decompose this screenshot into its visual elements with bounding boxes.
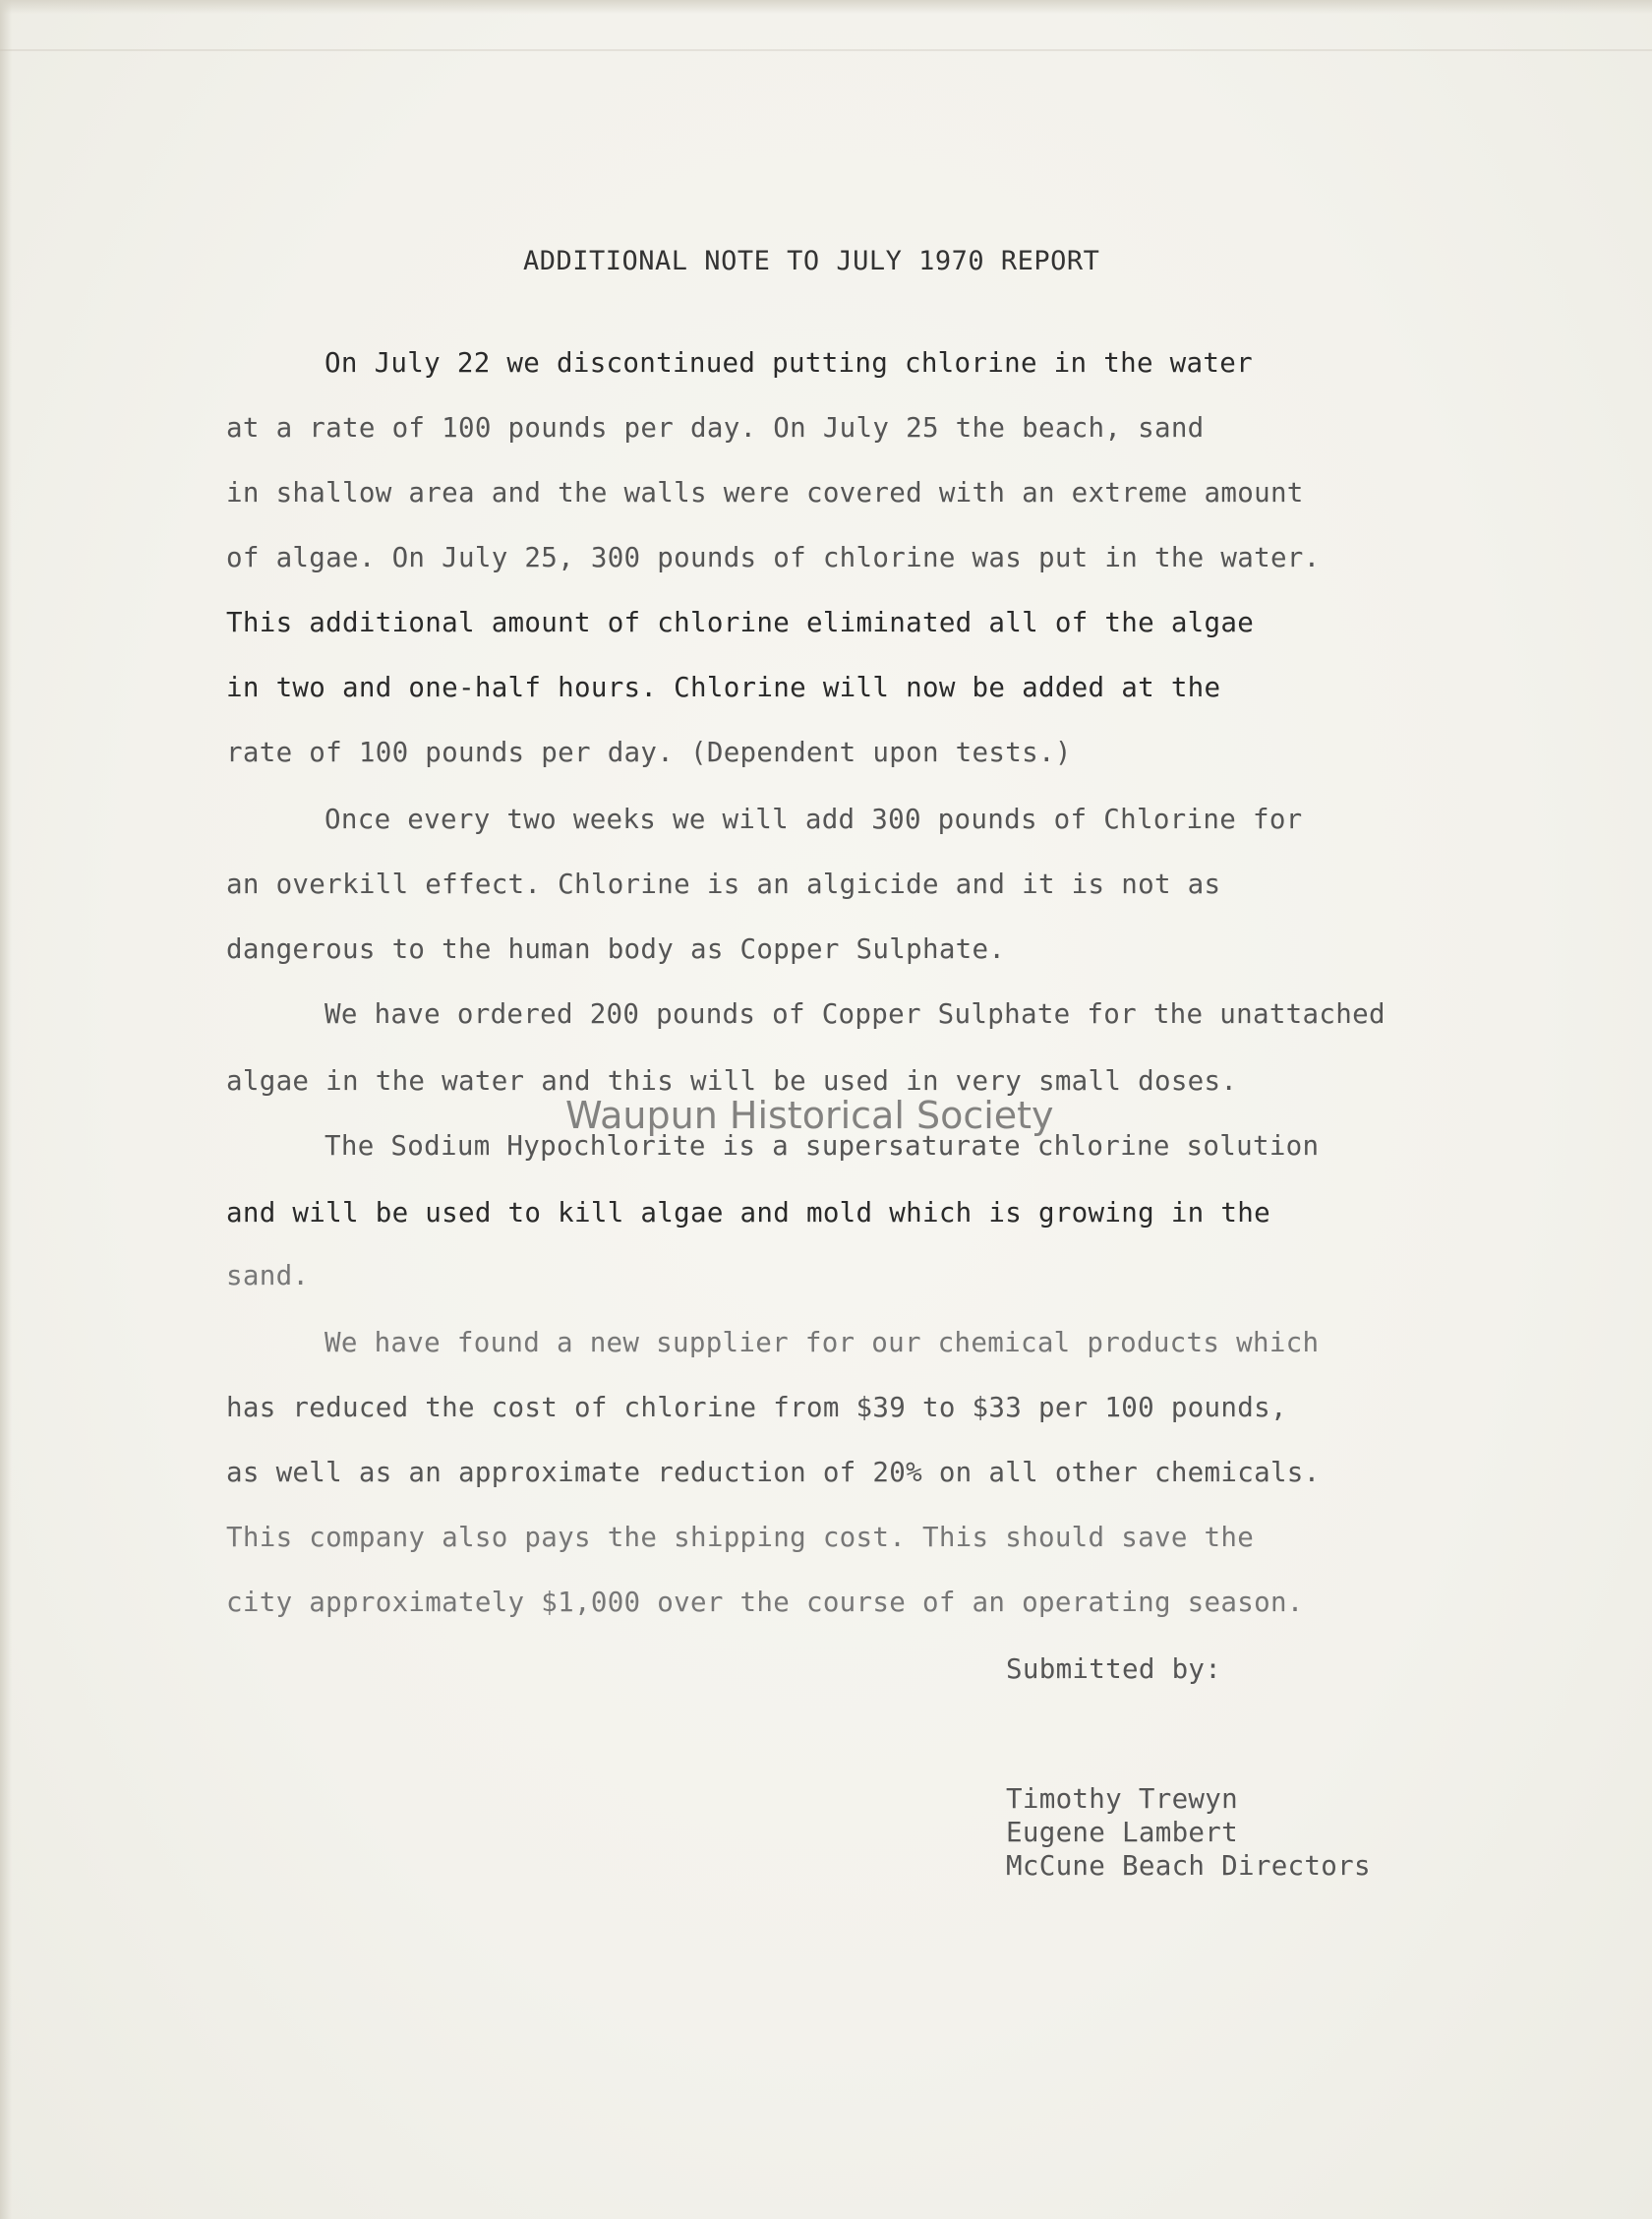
text-line: in two and one-half hours. Chlorine will now be added at the bbox=[226, 672, 1221, 703]
text-line: This additional amount of chlorine eliminated all of the algae bbox=[226, 607, 1255, 638]
text-line: The Sodium Hypochlorite is a supersaturate chlorine solution bbox=[324, 1130, 1320, 1162]
submitted-by-label: Submitted by: bbox=[1006, 1653, 1222, 1685]
text-line: of algae. On July 25, 300 pounds of chlorine was put in the water. bbox=[226, 542, 1321, 573]
text-line: has reduced the cost of chlorine from $39 to $33 per 100 pounds, bbox=[226, 1392, 1287, 1423]
text-line: at a rate of 100 pounds per day. On July 25 the beach, sand bbox=[226, 412, 1205, 444]
text-line: an overkill effect. Chlorine is an algicide and it is not as bbox=[226, 869, 1221, 900]
text-line: city approximately $1,000 over the course of an operating season. bbox=[226, 1587, 1304, 1618]
report-title: ADDITIONAL NOTE TO JULY 1970 REPORT bbox=[523, 246, 1100, 276]
text-line: algae in the water and this will be used in very small doses. bbox=[226, 1065, 1238, 1097]
text-line: This company also pays the shipping cost. This should save the bbox=[226, 1522, 1255, 1553]
text-line: as well as an approximate reduction of 20% on all other chemicals. bbox=[226, 1457, 1321, 1488]
text-line: and will be used to kill algae and mold which is growing in the bbox=[226, 1197, 1270, 1229]
signer-role: McCune Beach Directors bbox=[1006, 1850, 1371, 1882]
signer-name-1: Timothy Trewyn bbox=[1006, 1783, 1238, 1815]
text-line: On July 22 we discontinued putting chlorine in the water bbox=[324, 347, 1253, 379]
signer-name-2: Eugene Lambert bbox=[1006, 1817, 1238, 1848]
text-line: rate of 100 pounds per day. (Dependent upon tests.) bbox=[226, 737, 1072, 768]
text-line: in shallow area and the walls were covered with an extreme amount bbox=[226, 477, 1304, 509]
text-line: We have ordered 200 pounds of Copper Sulphate for the unattached bbox=[324, 998, 1386, 1030]
watermark: Waupun Historical Society bbox=[565, 1094, 1054, 1137]
text-line: dangerous to the human body as Copper Sulphate. bbox=[226, 933, 1006, 965]
text-line: sand. bbox=[226, 1260, 310, 1291]
text-line: We have found a new supplier for our chemical products which bbox=[324, 1327, 1320, 1358]
text-line: Once every two weeks we will add 300 pounds of Chlorine for bbox=[324, 804, 1303, 835]
